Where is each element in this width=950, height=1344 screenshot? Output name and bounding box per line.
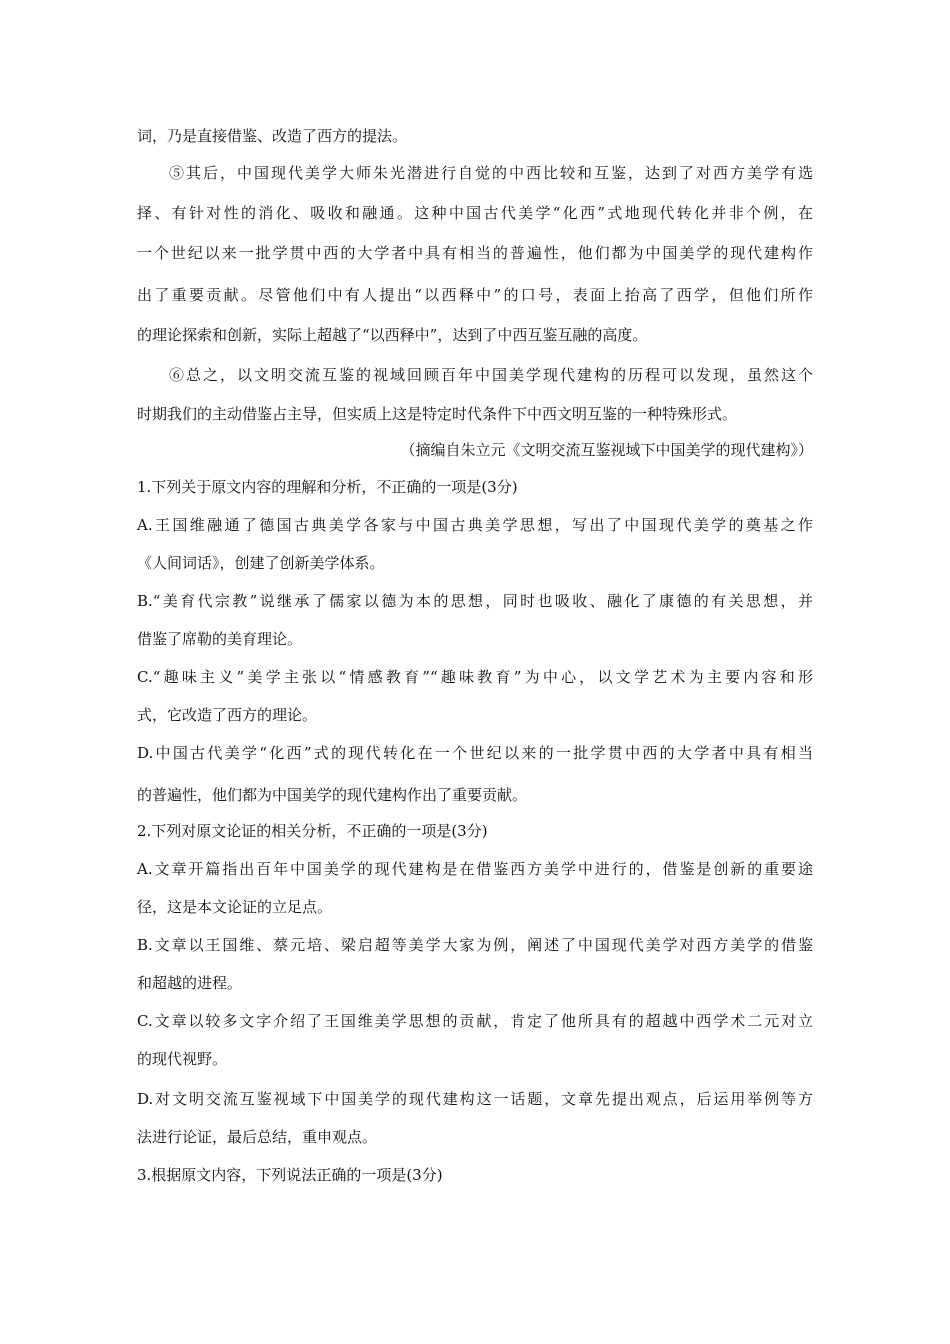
option-1c-cont: 式，它改造了西方的理论。 xyxy=(137,706,318,724)
option-2a: A.文章开篇指出百年中国美学的现代建构是在借鉴西方美学中进行的，借鉴是创新的重要途 xyxy=(137,860,813,878)
option-2b: B.文章以王国维、蔡元培、梁启超等美学大家为例，阐述了中国现代美学对西方美学的借鉴 xyxy=(137,936,813,954)
text-line: 的理论探索和创新，实际上超越了“以西释中”，达到了中西互鉴互融的高度。 xyxy=(137,326,648,344)
text-line: 词，乃是直接借鉴、改造了西方的提法。 xyxy=(137,127,408,145)
option-2d-cont: 法进行论证，最后总结，重申观点。 xyxy=(137,1128,378,1146)
option-2d: D.对文明交流互鉴视域下中国美学的现代建构这一话题，文章先提出观点，后运用举例等方 xyxy=(137,1090,813,1108)
option-1a-cont: 《人间词话》，创建了创新美学体系。 xyxy=(137,554,385,572)
option-1c: C.“趣味主义”美学主张以“情感教育”“趣味教育”为中心，以文学艺术为主要内容和形 xyxy=(137,668,813,686)
text-line: 时期我们的主动借鉴占主导，但实质上这是特定时代条件下中西文明互鉴的一种特殊形式。 xyxy=(137,405,738,423)
option-2b-cont: 和超越的进程。 xyxy=(137,974,243,992)
option-2a-cont: 径，这是本文论证的立足点。 xyxy=(137,898,333,916)
text-line: 择、有针对性的消化、吸收和融通。这种中国古代美学“化西”式地现代转化并非个例，在 xyxy=(137,204,813,222)
text-line: ⑥总之，以文明交流互鉴的视域回顾百年中国美学现代建构的历程可以发现，虽然这个 xyxy=(169,366,813,384)
question-3: 3.根据原文内容，下列说法正确的一项是(3分) xyxy=(137,1166,443,1184)
option-1b: B.“美育代宗教”说继承了儒家以德为本的思想，同时也吸收、融化了康德的有关思想，并 xyxy=(137,592,813,610)
option-2c-cont: 的现代视野。 xyxy=(137,1050,228,1068)
text-line: 出了重要贡献。尽管他们中有人提出“以西释中”的口号，表面上抬高了西学，但他们所作 xyxy=(137,286,813,304)
option-1b-cont: 借鉴了席勒的美育理论。 xyxy=(137,630,303,648)
option-1d-cont: 的普遍性，他们都为中国美学的现代建构作出了重要贡献。 xyxy=(137,786,528,804)
question-2: 2.下列对原文论证的相关分析，不正确的一项是(3分) xyxy=(137,822,488,840)
question-1: 1.下列关于原文内容的理解和分析，不正确的一项是(3分) xyxy=(137,478,518,496)
option-2c: C.文章以较多文字介绍了王国维美学思想的贡献，肯定了他所具有的超越中西学术二元对立 xyxy=(137,1012,813,1030)
text-line: ⑤其后，中国现代美学大师朱光潜进行自觉的中西比较和互鉴，达到了对西方美学有选 xyxy=(169,164,813,182)
option-1d: D.中国古代美学“化西”式的现代转化在一个世纪以来的一批学贯中西的大学者中具有相当 xyxy=(137,744,813,762)
source-citation: （摘编自朱立元《文明交流互鉴视域下中国美学的现代建构》） xyxy=(400,441,813,459)
text-line: 一个世纪以来一批学贯中西的大学者中具有相当的普遍性，他们都为中国美学的现代建构作 xyxy=(137,244,813,262)
option-1a: A.王国维融通了德国古典美学各家与中国古典美学思想，写出了中国现代美学的奠基之作 xyxy=(137,516,813,534)
